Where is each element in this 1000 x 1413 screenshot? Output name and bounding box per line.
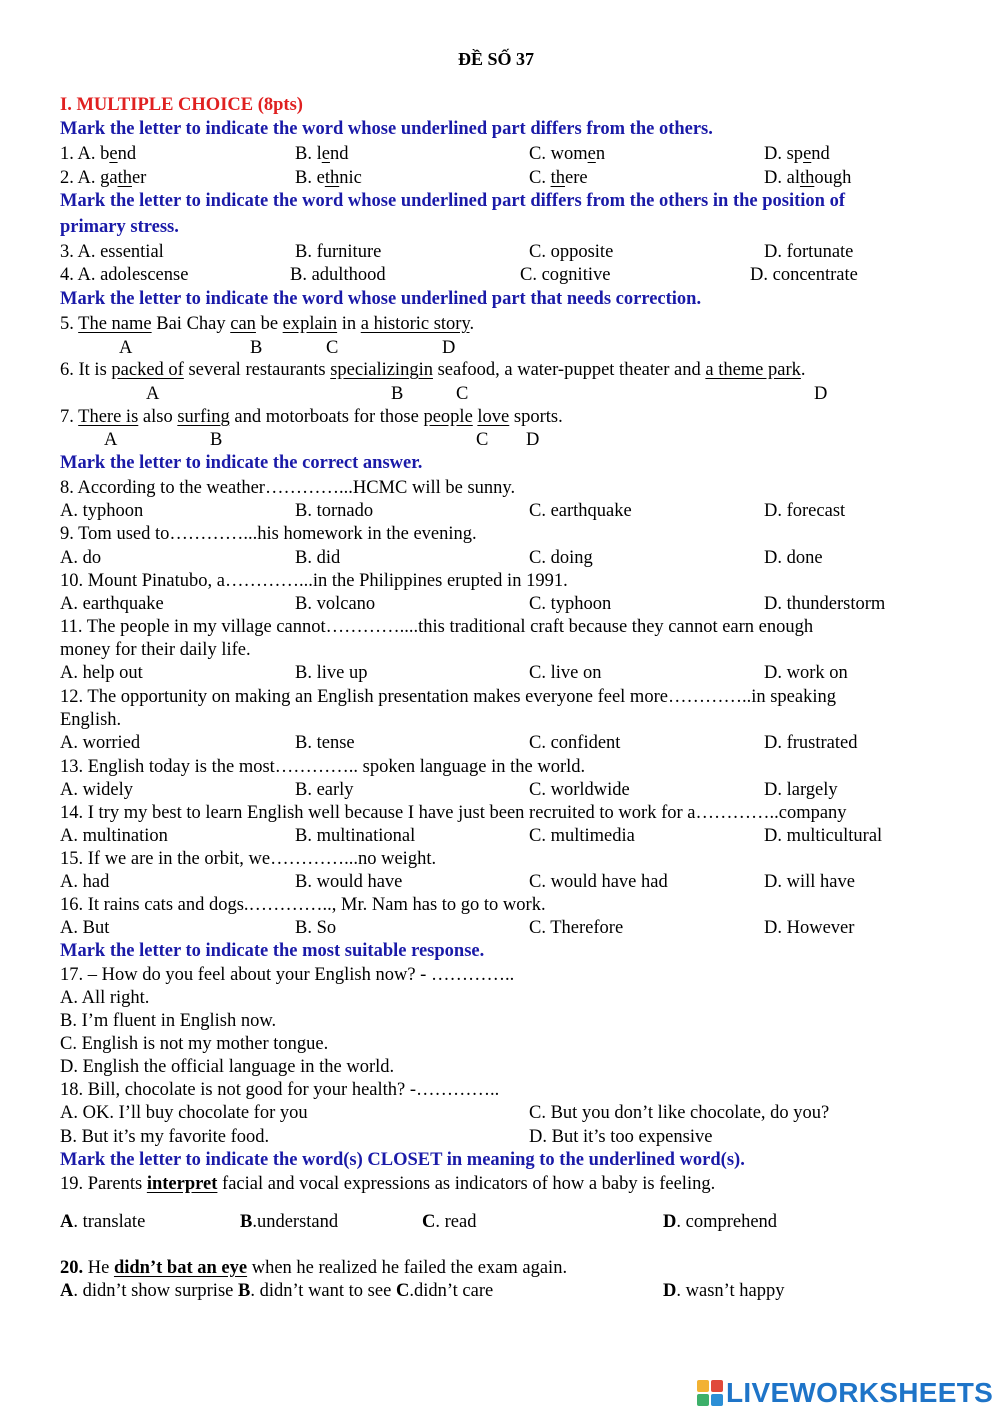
question-9-option-b[interactable]: B. did	[295, 548, 341, 568]
question-8-option-a[interactable]: A. typhoon	[60, 501, 144, 521]
question-1-option-d[interactable]: D. spend	[764, 144, 830, 164]
question-6-letter-a[interactable]: A	[146, 384, 160, 404]
question-19-option-b[interactable]: B.understand	[240, 1212, 339, 1232]
question-3-option-a[interactable]: 3. A. essential	[60, 242, 164, 262]
question-13-option-b[interactable]: B. early	[295, 780, 354, 800]
question-19-option-d[interactable]: D. comprehend	[663, 1212, 778, 1232]
question-10-option-b[interactable]: B. volcano	[295, 594, 376, 614]
question-10-option-a[interactable]: A. earthquake	[60, 594, 164, 614]
question-7-sentence: 7. There is also surfing and motorboats for those people love sports.	[60, 407, 563, 427]
question-15-option-c[interactable]: C. would have had	[529, 872, 668, 892]
question-19-stem: 19. Parents interpret facial and vocal expressions as indicators of how a baby is feeling.	[60, 1174, 716, 1194]
instruction-closest-meaning: Mark the letter to indicate the word(s) CLOSET in meaning to the underlined word(s).	[60, 1150, 745, 1170]
question-11-option-d[interactable]: D. work on	[764, 663, 848, 683]
liveworksheets-logo-icon	[697, 1380, 723, 1406]
question-3-option-b[interactable]: B. furniture	[295, 242, 382, 262]
question-4-option-d[interactable]: D. concentrate	[750, 265, 858, 285]
question-7-letter-b[interactable]: B	[210, 430, 223, 450]
instruction-stress-line-2: primary stress.	[60, 217, 179, 237]
question-20-options-abc[interactable]: A. didn’t show surprise B. didn’t want to see C.didn’t care	[60, 1281, 494, 1301]
question-6-letter-d[interactable]: D	[814, 384, 828, 404]
question-17-option-d[interactable]: D. English the official language in the world.	[60, 1057, 395, 1077]
question-16-option-d[interactable]: D. However	[764, 918, 855, 938]
question-4-option-b[interactable]: B. adulthood	[290, 265, 386, 285]
question-6-sentence: 6. It is packed of several restaurants specializingin seafood, a water-puppet theater and a theme park.	[60, 360, 806, 380]
question-14-stem: 14. I try my best to learn English well because I have just been recruited to work for a…………..company	[60, 803, 847, 823]
question-1-option-c[interactable]: C. women	[529, 144, 606, 164]
question-18-option-b[interactable]: B. But it’s my favorite food.	[60, 1127, 270, 1147]
question-5-letter-a[interactable]: A	[119, 338, 133, 358]
question-11-option-b[interactable]: B. live up	[295, 663, 368, 683]
question-10-option-c[interactable]: C. typhoon	[529, 594, 612, 614]
question-16-stem: 16. It rains cats and dogs.………….., Mr. Nam has to go to work.	[60, 895, 546, 915]
question-14-option-b[interactable]: B. multinational	[295, 826, 416, 846]
question-6-letter-b[interactable]: B	[391, 384, 404, 404]
instruction-correct-answer: Mark the letter to indicate the correct answer.	[60, 453, 423, 473]
question-15-option-d[interactable]: D. will have	[764, 872, 855, 892]
question-7-letter-d[interactable]: D	[526, 430, 540, 450]
question-2-option-c[interactable]: C. there	[529, 168, 588, 188]
question-10-stem: 10. Mount Pinatubo, a…………...in the Philippines erupted in 1991.	[60, 571, 568, 591]
question-11-stem-line-1: 11. The people in my village cannot…………....this traditional craft because they cannot earn enough	[60, 617, 814, 637]
question-1-option-a[interactable]: 1. A. bend	[60, 144, 137, 164]
question-3-option-d[interactable]: D. fortunate	[764, 242, 854, 262]
question-8-option-d[interactable]: D. forecast	[764, 501, 846, 521]
question-17-option-c[interactable]: C. English is not my mother tongue.	[60, 1034, 329, 1054]
question-15-stem: 15. If we are in the orbit, we…………...no weight.	[60, 849, 437, 869]
question-13-stem: 13. English today is the most………….. spoken language in the world.	[60, 757, 586, 777]
question-8-option-b[interactable]: B. tornado	[295, 501, 374, 521]
question-9-stem: 9. Tom used to…………...his homework in the evening.	[60, 524, 477, 544]
question-18-option-a[interactable]: A. OK. I’ll buy chocolate for you	[60, 1103, 308, 1123]
question-14-option-d[interactable]: D. multicultural	[764, 826, 883, 846]
question-6-letter-c[interactable]: C	[456, 384, 469, 404]
instruction-response: Mark the letter to indicate the most suitable response.	[60, 941, 485, 961]
question-15-option-a[interactable]: A. had	[60, 872, 110, 892]
question-10-option-d[interactable]: D. thunderstorm	[764, 594, 886, 614]
question-17-option-a[interactable]: A. All right.	[60, 988, 150, 1008]
liveworksheets-watermark[interactable]	[697, 1378, 993, 1408]
question-12-option-d[interactable]: D. frustrated	[764, 733, 858, 753]
question-19-option-a[interactable]: A. translate	[60, 1212, 146, 1232]
question-2-option-b[interactable]: B. ethnic	[295, 168, 362, 188]
question-17-stem: 17. – How do you feel about your English now? - …………..	[60, 965, 515, 985]
question-1-option-b[interactable]: B. lend	[295, 144, 349, 164]
question-5-sentence: 5. The name Bai Chay can be explain in a historic story.	[60, 314, 475, 334]
question-17-option-b[interactable]: B. I’m fluent in English now.	[60, 1011, 277, 1031]
instruction-pronunciation: Mark the letter to indicate the word whose underlined part differs from the others.	[60, 119, 713, 139]
question-2-option-a[interactable]: 2. A. gather	[60, 168, 147, 188]
question-5-letter-d[interactable]: D	[442, 338, 456, 358]
question-15-option-b[interactable]: B. would have	[295, 872, 403, 892]
page-title: ĐỀ SỐ 37	[458, 49, 535, 69]
question-16-option-a[interactable]: A. But	[60, 918, 110, 938]
question-9-option-c[interactable]: C. doing	[529, 548, 593, 568]
question-13-option-a[interactable]: A. widely	[60, 780, 133, 800]
question-20-option-d[interactable]: D. wasn’t happy	[663, 1281, 785, 1301]
question-12-option-b[interactable]: B. tense	[295, 733, 355, 753]
instruction-correction: Mark the letter to indicate the word whose underlined part that needs correction.	[60, 289, 702, 309]
question-4-option-a[interactable]: 4. A. adolescense	[60, 265, 189, 285]
question-8-stem: 8. According to the weather…………...HCMC will be sunny.	[60, 478, 516, 498]
question-18-option-c[interactable]: C. But you don’t like chocolate, do you?	[529, 1103, 830, 1123]
question-9-option-a[interactable]: A. do	[60, 548, 102, 568]
section-heading: I. MULTIPLE CHOICE (8pts)	[60, 95, 303, 115]
question-3-option-c[interactable]: C. opposite	[529, 242, 614, 262]
question-16-option-c[interactable]: C. Therefore	[529, 918, 624, 938]
question-12-option-c[interactable]: C. confident	[529, 733, 621, 753]
question-5-letter-b[interactable]: B	[250, 338, 263, 358]
question-11-stem-line-2: money for their daily life.	[60, 640, 251, 660]
question-5-letter-c[interactable]: C	[326, 338, 339, 358]
question-12-option-a[interactable]: A. worried	[60, 733, 141, 753]
question-11-option-a[interactable]: A. help out	[60, 663, 143, 683]
question-2-option-d[interactable]: D. although	[764, 168, 852, 188]
question-8-option-c[interactable]: C. earthquake	[529, 501, 632, 521]
question-16-option-b[interactable]: B. So	[295, 918, 337, 938]
question-9-option-d[interactable]: D. done	[764, 548, 823, 568]
question-13-option-d[interactable]: D. largely	[764, 780, 838, 800]
question-12-stem-line-1: 12. The opportunity on making an English presentation makes everyone feel more…………..in speaking	[60, 687, 836, 707]
question-19-option-c[interactable]: C. read	[422, 1212, 477, 1232]
question-18-option-d[interactable]: D. But it’s too expensive	[529, 1127, 713, 1147]
question-7-letter-c[interactable]: C	[476, 430, 489, 450]
question-14-option-c[interactable]: C. multimedia	[529, 826, 635, 846]
instruction-stress-line-1: Mark the letter to indicate the word whose underlined part differs from the others in the position of	[60, 191, 845, 211]
brand-name: LIVEWORKSHEETS	[726, 1377, 994, 1408]
question-12-stem-line-2: English.	[60, 710, 122, 730]
question-13-option-c[interactable]: C. worldwide	[529, 780, 630, 800]
question-11-option-c[interactable]: C. live on	[529, 663, 602, 683]
question-20-stem: 20. He didn’t bat an eye when he realized he failed the exam again.	[60, 1258, 568, 1278]
question-7-letter-a[interactable]: A	[104, 430, 118, 450]
question-18-stem: 18. Bill, chocolate is not good for your health? -…………..	[60, 1080, 500, 1100]
question-4-option-c[interactable]: C. cognitive	[520, 265, 611, 285]
question-14-option-a[interactable]: A. multination	[60, 826, 168, 846]
